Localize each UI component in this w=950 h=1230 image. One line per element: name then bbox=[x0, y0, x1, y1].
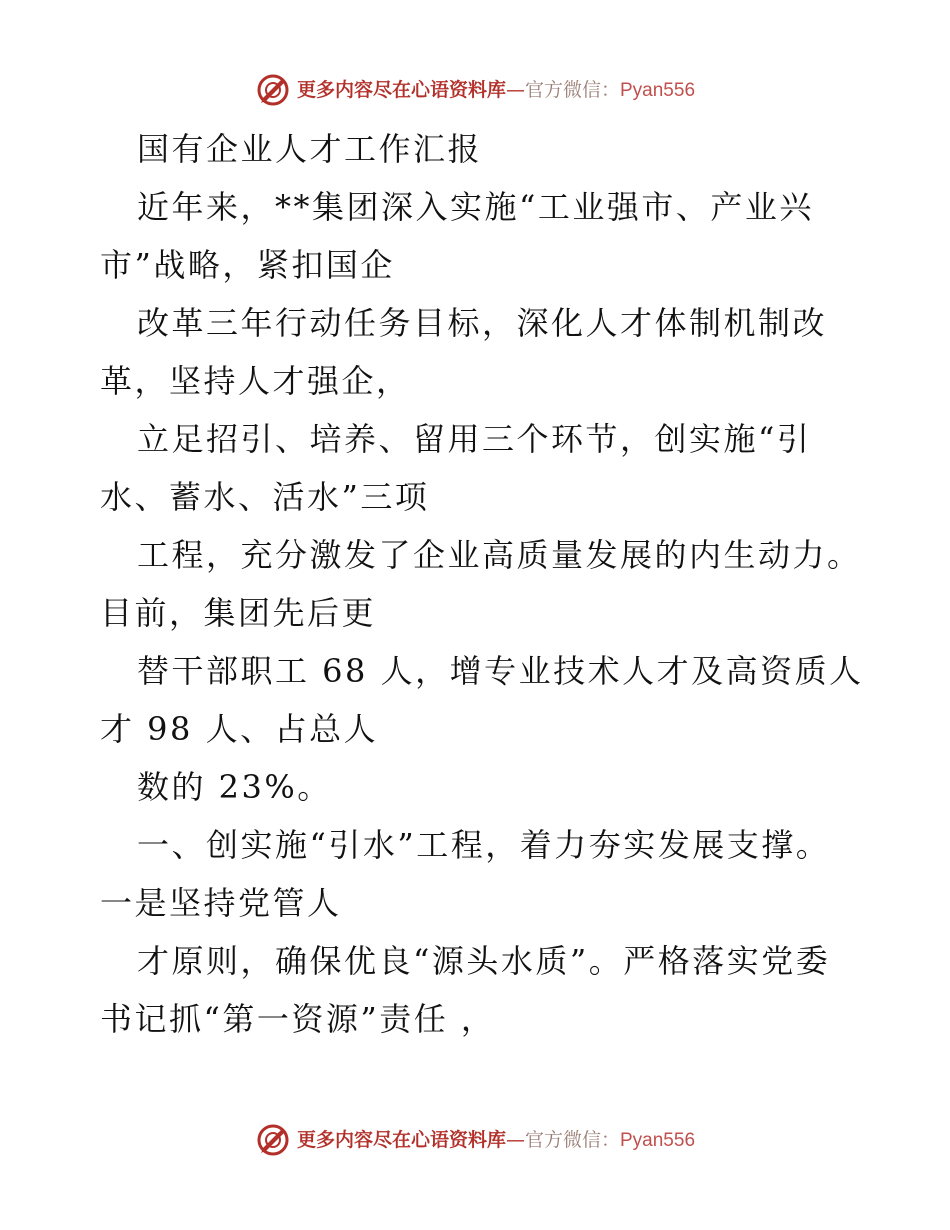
paragraph-line: 市”战略，紧扣国企 bbox=[100, 246, 395, 284]
paragraph-line: 改革三年行动任务目标，深化人才体制机制改 bbox=[137, 304, 828, 342]
document-body bbox=[100, 120, 864, 1048]
banner-dash: — bbox=[505, 78, 525, 101]
footer-watermark-banner bbox=[0, 1118, 950, 1162]
brand-logo-icon bbox=[255, 1122, 291, 1158]
banner-wechat-id: Pyan556 bbox=[620, 79, 696, 101]
banner-dash: — bbox=[505, 1128, 525, 1151]
paragraph-line: 书记抓“第一资源”责任 ， bbox=[100, 1000, 496, 1038]
banner-site-name: 更多内容尽在心语资料库 bbox=[296, 78, 506, 101]
paragraph-line: 革，坚持人才强企， bbox=[100, 362, 411, 400]
paragraph-line: 近年来，**集团深入实施“工业强市、产业兴 bbox=[137, 188, 814, 226]
header-banner-text bbox=[296, 78, 696, 101]
paragraph-line: 目前，集团先后更 bbox=[100, 594, 377, 632]
footer-banner-text bbox=[296, 1128, 696, 1151]
paragraph-line: 立足招引、培养、留用三个环节，创实施“引 bbox=[137, 420, 812, 458]
document-title: 国有企业人才工作汇报 bbox=[137, 130, 483, 168]
banner-wechat-id: Pyan556 bbox=[620, 1129, 696, 1151]
paragraph-line: 水、蓄水、活水”三项 bbox=[100, 478, 430, 516]
header-watermark-banner bbox=[0, 68, 950, 112]
paragraph-line: 一是坚持党管人 bbox=[100, 884, 342, 922]
paragraph-line: 才 98 人、占总人 bbox=[100, 710, 379, 748]
paragraph-line: 替干部职工 68 人，增专业技术人才及高资质人 bbox=[137, 652, 864, 690]
brand-logo-icon bbox=[255, 72, 291, 108]
banner-wechat-label: 官方微信： bbox=[524, 1128, 620, 1151]
paragraph-line: 工程，充分激发了企业高质量发展的内生动力。 bbox=[137, 536, 862, 574]
paragraph-line: 才原则，确保优良“源头水质”。严格落实党委 bbox=[137, 942, 831, 980]
paragraph-line: 数的 23%。 bbox=[137, 768, 332, 806]
banner-wechat-label: 官方微信： bbox=[524, 78, 620, 101]
banner-site-name: 更多内容尽在心语资料库 bbox=[296, 1128, 506, 1151]
section-heading-line: 一、创实施“引水”工程，着力夯实发展支撑。 bbox=[137, 826, 831, 864]
